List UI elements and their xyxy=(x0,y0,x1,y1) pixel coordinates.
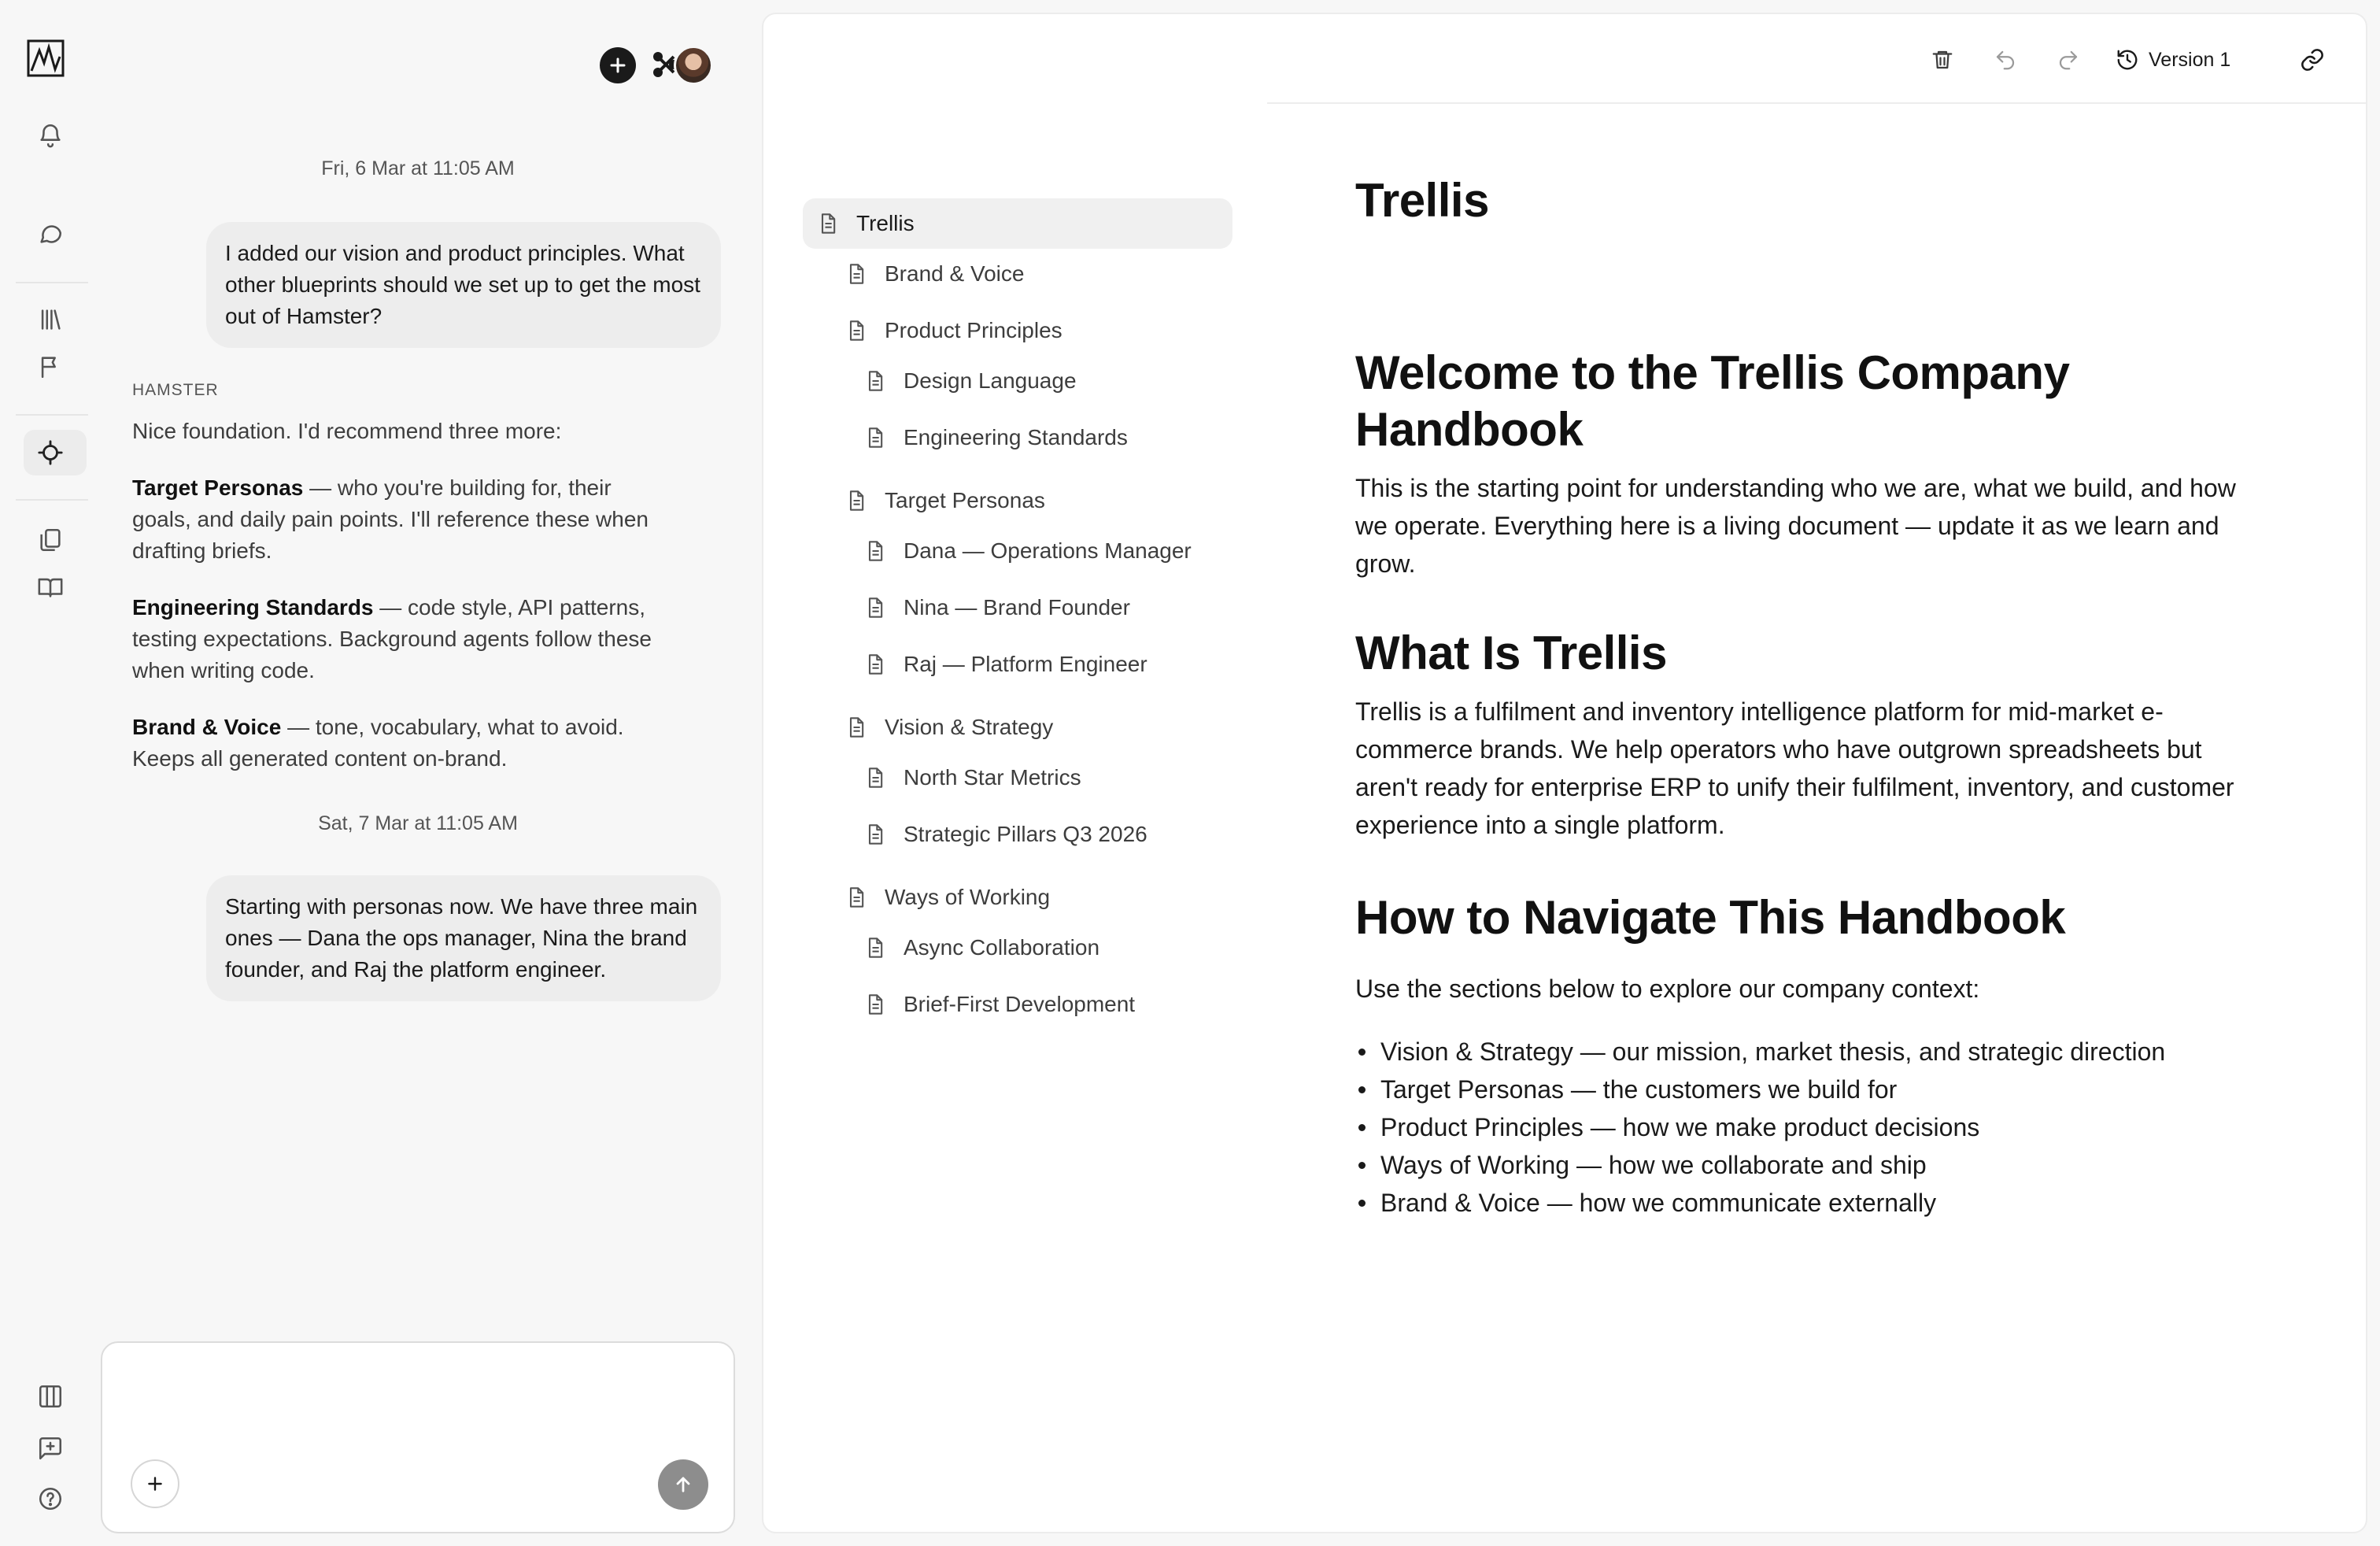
send-button[interactable] xyxy=(658,1459,708,1510)
message-date: Sat, 7 Mar at 11:05 AM xyxy=(318,812,518,834)
chat-header-actions xyxy=(600,46,713,85)
tree-item[interactable] xyxy=(864,753,1081,803)
tree-item-label: North Star Metrics xyxy=(904,765,1081,790)
tree-item[interactable] xyxy=(864,639,1148,690)
tree-item-label: Engineering Standards xyxy=(904,425,1128,449)
bell-icon[interactable] xyxy=(31,117,69,154)
tree-item[interactable] xyxy=(845,872,1050,923)
assistant-list-item: Target Personas — who you're building for, their goals, and daily pain points. I'll reference these when drafting briefs. xyxy=(132,475,649,563)
paragraph-what-is[interactable]: Trellis is a fulfilment and inventory intelligence platform for mid-market e-commerce brands. We help operators who have outgrown spreadsheets but aren't ready for enterprise ERP to unify their fulfilment, inventory, and customer experience into a single platform. xyxy=(1355,697,2234,839)
assistant-list-item: Engineering Standards — code style, API patterns, testing expectations. Background agents follow these when writing code. xyxy=(132,595,652,682)
document-icon xyxy=(845,716,867,739)
document-icon xyxy=(845,886,867,909)
tree-item-label: Vision & Strategy xyxy=(885,715,1054,739)
library-icon[interactable] xyxy=(31,301,69,338)
crosshair-icon[interactable] xyxy=(31,434,69,472)
document-icon xyxy=(864,823,886,846)
tree-item-label: Design Language xyxy=(904,368,1077,393)
copy-icon[interactable] xyxy=(31,521,69,559)
list-item[interactable]: Target Personas — the customers we build for xyxy=(1355,1071,2268,1108)
document-icon xyxy=(864,426,886,449)
tree-item-label: Brief-First Development xyxy=(904,992,1136,1016)
document-icon xyxy=(845,262,867,286)
list-item[interactable]: Vision & Strategy — our mission, market thesis, and strategic direction xyxy=(1355,1033,2268,1071)
document-icon xyxy=(864,369,886,393)
version-button[interactable] xyxy=(2116,43,2230,77)
feedback-icon[interactable] xyxy=(31,1429,69,1467)
tree-item[interactable] xyxy=(864,583,1130,633)
chat-icon[interactable] xyxy=(31,214,69,252)
tree-item[interactable] xyxy=(864,923,1099,973)
message-date: Fri, 6 Mar at 11:05 AM xyxy=(321,157,515,179)
logo-icon[interactable] xyxy=(27,39,65,77)
tree-item[interactable] xyxy=(864,979,1135,1030)
tree-item-label: Nina — Brand Founder xyxy=(904,595,1130,620)
tree-item[interactable] xyxy=(864,809,1148,860)
tree-item-label: Brand & Voice xyxy=(885,261,1025,286)
assistant-intro: Nice foundation. I'd recommend three more: xyxy=(132,419,562,443)
icon-rail xyxy=(0,0,94,1546)
tree-item[interactable] xyxy=(864,526,1192,576)
tree-item-label: Async Collaboration xyxy=(904,935,1100,960)
tree-item[interactable] xyxy=(845,702,1053,753)
columns-icon[interactable] xyxy=(31,1378,69,1415)
tree-item[interactable] xyxy=(845,475,1045,526)
tree-item-label: Dana — Operations Manager xyxy=(904,538,1192,563)
tree-item-label: Product Principles xyxy=(885,318,1062,342)
tree-item-label: Trellis xyxy=(856,211,915,235)
document-panel xyxy=(762,13,2367,1533)
book-icon[interactable] xyxy=(31,568,69,606)
flag-icon[interactable] xyxy=(31,348,69,386)
sections-list xyxy=(1355,1033,2268,1222)
tree-item[interactable] xyxy=(845,305,1062,356)
history-icon xyxy=(2116,48,2139,72)
document-toolbar xyxy=(763,14,2366,104)
document-icon xyxy=(864,766,886,790)
heading-navigate[interactable]: How to Navigate This Handbook xyxy=(1355,891,2066,944)
link-icon[interactable] xyxy=(2295,43,2330,77)
paragraph-welcome[interactable]: This is the starting point for understanding who we are, what we build, and how we operate. Everything here is a living document — update it as we learn and grow. xyxy=(1355,474,2236,578)
version-label: Version 1 xyxy=(2149,48,2231,71)
document-icon xyxy=(845,319,867,342)
undo-icon[interactable] xyxy=(1988,43,2023,77)
trash-icon[interactable] xyxy=(1925,43,1960,77)
document-icon xyxy=(864,993,886,1016)
assistant-sender: HAMSTER xyxy=(132,381,219,399)
tree-item[interactable] xyxy=(864,412,1128,463)
redo-icon[interactable] xyxy=(2051,43,2086,77)
list-item[interactable]: Product Principles — how we make product decisions xyxy=(1355,1108,2268,1146)
avatar[interactable] xyxy=(674,46,713,85)
tree-item-label: Strategic Pillars Q3 2026 xyxy=(904,822,1148,846)
tree-item-label: Target Personas xyxy=(885,488,1045,512)
help-icon[interactable] xyxy=(31,1480,69,1518)
tree-item-label: Ways of Working xyxy=(885,885,1051,909)
heading-welcome[interactable]: Welcome to the Trellis Company Handbook xyxy=(1355,346,2070,456)
new-chat-button[interactable] xyxy=(600,47,636,83)
document-icon xyxy=(845,489,867,512)
tree-item[interactable] xyxy=(803,198,1232,249)
document-icon xyxy=(864,936,886,960)
tree-item[interactable] xyxy=(864,356,1077,406)
document-icon xyxy=(817,212,839,235)
page-title[interactable]: Trellis xyxy=(1355,174,1489,227)
tree-item[interactable] xyxy=(845,249,1024,299)
tree-item-label: Raj — Platform Engineer xyxy=(904,652,1148,676)
chat-composer[interactable] xyxy=(101,1341,735,1533)
list-item[interactable]: Ways of Working — how we collaborate and ship xyxy=(1355,1146,2268,1184)
document-icon xyxy=(864,539,886,563)
document-icon xyxy=(864,653,886,676)
user-message: Starting with personas now. We have three main ones — Dana the ops manager, Nina the brand founder, and Raj the platform engineer. xyxy=(206,875,721,1001)
attach-button[interactable] xyxy=(131,1459,179,1508)
heading-what-is[interactable]: What Is Trellis xyxy=(1355,627,1667,679)
paragraph-navigate[interactable]: Use the sections below to explore our company context: xyxy=(1355,975,1980,1003)
list-item[interactable]: Brand & Voice — how we communicate externally xyxy=(1355,1184,2268,1222)
assistant-list-item: Brand & Voice — tone, vocabulary, what to avoid. Keeps all generated content on-brand. xyxy=(132,715,624,771)
document-icon xyxy=(864,596,886,620)
collaborators[interactable] xyxy=(650,46,713,85)
user-message: I added our vision and product principles. What other blueprints should we set up to get the most out of Hamster? xyxy=(206,222,721,348)
